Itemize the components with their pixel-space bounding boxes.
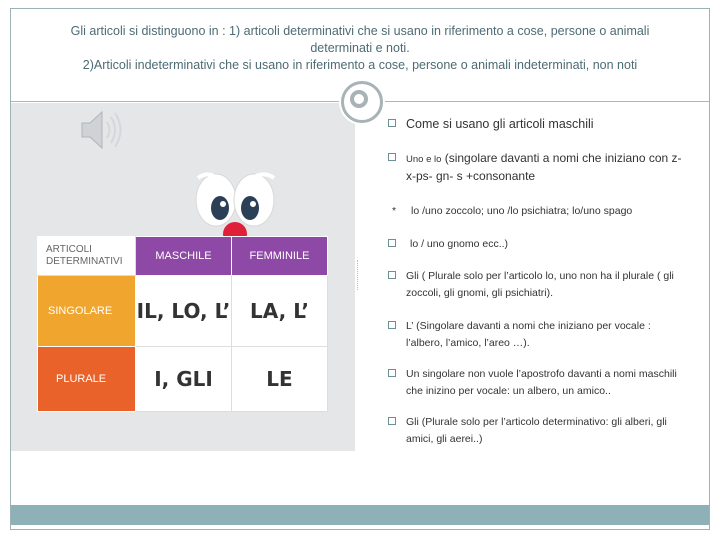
table-row	[38, 347, 328, 412]
bullet-box-icon	[388, 153, 396, 161]
circle-nav-icon[interactable]	[341, 81, 383, 123]
cell-plur-fem: LE	[232, 347, 328, 412]
bullet-text: Gli (Plurale solo per l’articolo determinativo: gli alberi, gli amici, gli aerei..)	[406, 416, 667, 445]
dotted-divider	[357, 260, 359, 290]
table-corner-label-1: ARTICOLI	[46, 244, 92, 255]
bullet-box-icon	[388, 321, 396, 329]
header-line-1: Gli articoli si distinguono in : 1) articoli determinativi che si usano in riferimento a cose, persone o animali	[70, 24, 650, 38]
bullet-item	[388, 150, 688, 185]
table-corner-label-2: DETERMINATIVI	[46, 256, 123, 267]
bullet-text: lo / uno gnomo ecc..)	[410, 238, 509, 250]
bullet-lead: Uno e lo	[406, 154, 442, 165]
speaker-icon[interactable]	[78, 108, 130, 152]
star-text: lo /uno zoccolo; uno /lo psichiatra; lo/uno spago	[411, 205, 633, 217]
bullet-box-icon	[388, 239, 396, 247]
col-header-masc: MASCHILE	[136, 237, 232, 276]
bullet-item	[388, 414, 688, 448]
row-header-plur: PLURALE	[38, 347, 136, 412]
bullet-box-icon	[388, 271, 396, 279]
header-line-3: 2)Articoli indeterminativi che si usano in riferimento a cose, persone o animali indeterminati, non noti	[82, 58, 638, 72]
cell-sing-fem: LA, L’	[232, 276, 328, 347]
cell-plur-masc: I, GLI	[136, 347, 232, 412]
bullet-item	[388, 268, 688, 302]
bullet-rest: (singolare davanti a nomi che iniziano con z- x-ps- gn- s +consonante	[406, 151, 682, 183]
bullet-text	[388, 150, 688, 185]
col-header-fem: FEMMINILE	[232, 237, 328, 276]
row-header-sing: SINGOLARE	[38, 276, 136, 347]
bullet-box-icon	[388, 119, 396, 127]
articles-table	[37, 236, 328, 412]
bullet-box-icon	[388, 369, 396, 377]
header-line-2: determinati e noti.	[310, 41, 410, 55]
table-row	[38, 276, 328, 347]
bullet-text: Un singolare non vuole l’apostrofo davanti a nomi maschili che inizino per vocale: un albero, un amico..	[406, 368, 677, 397]
bullet-item	[388, 116, 688, 133]
bullet-item	[388, 318, 688, 352]
table-header-row	[38, 237, 328, 276]
footer-bar	[11, 505, 709, 525]
bullet-text: Come si usano gli articoli maschili	[406, 117, 594, 131]
bullet-item	[388, 236, 688, 253]
bullet-box-icon	[388, 417, 396, 425]
cell-sing-masc: IL, LO, L’	[136, 276, 232, 347]
bullet-text: Gli ( Plurale solo per l’articolo lo, uno non ha il plurale ( gli zoccoli, gli gnomi, gli psichiatri).	[406, 270, 674, 299]
table-corner-label	[38, 237, 136, 276]
bullet-item	[388, 366, 688, 400]
star-mark: *	[392, 205, 397, 217]
bullet-text: L’ (Singolare davanti a nomi che iniziano per vocale : l’albero, l’amico, l’areo …).	[406, 320, 651, 349]
star-item	[392, 205, 632, 217]
